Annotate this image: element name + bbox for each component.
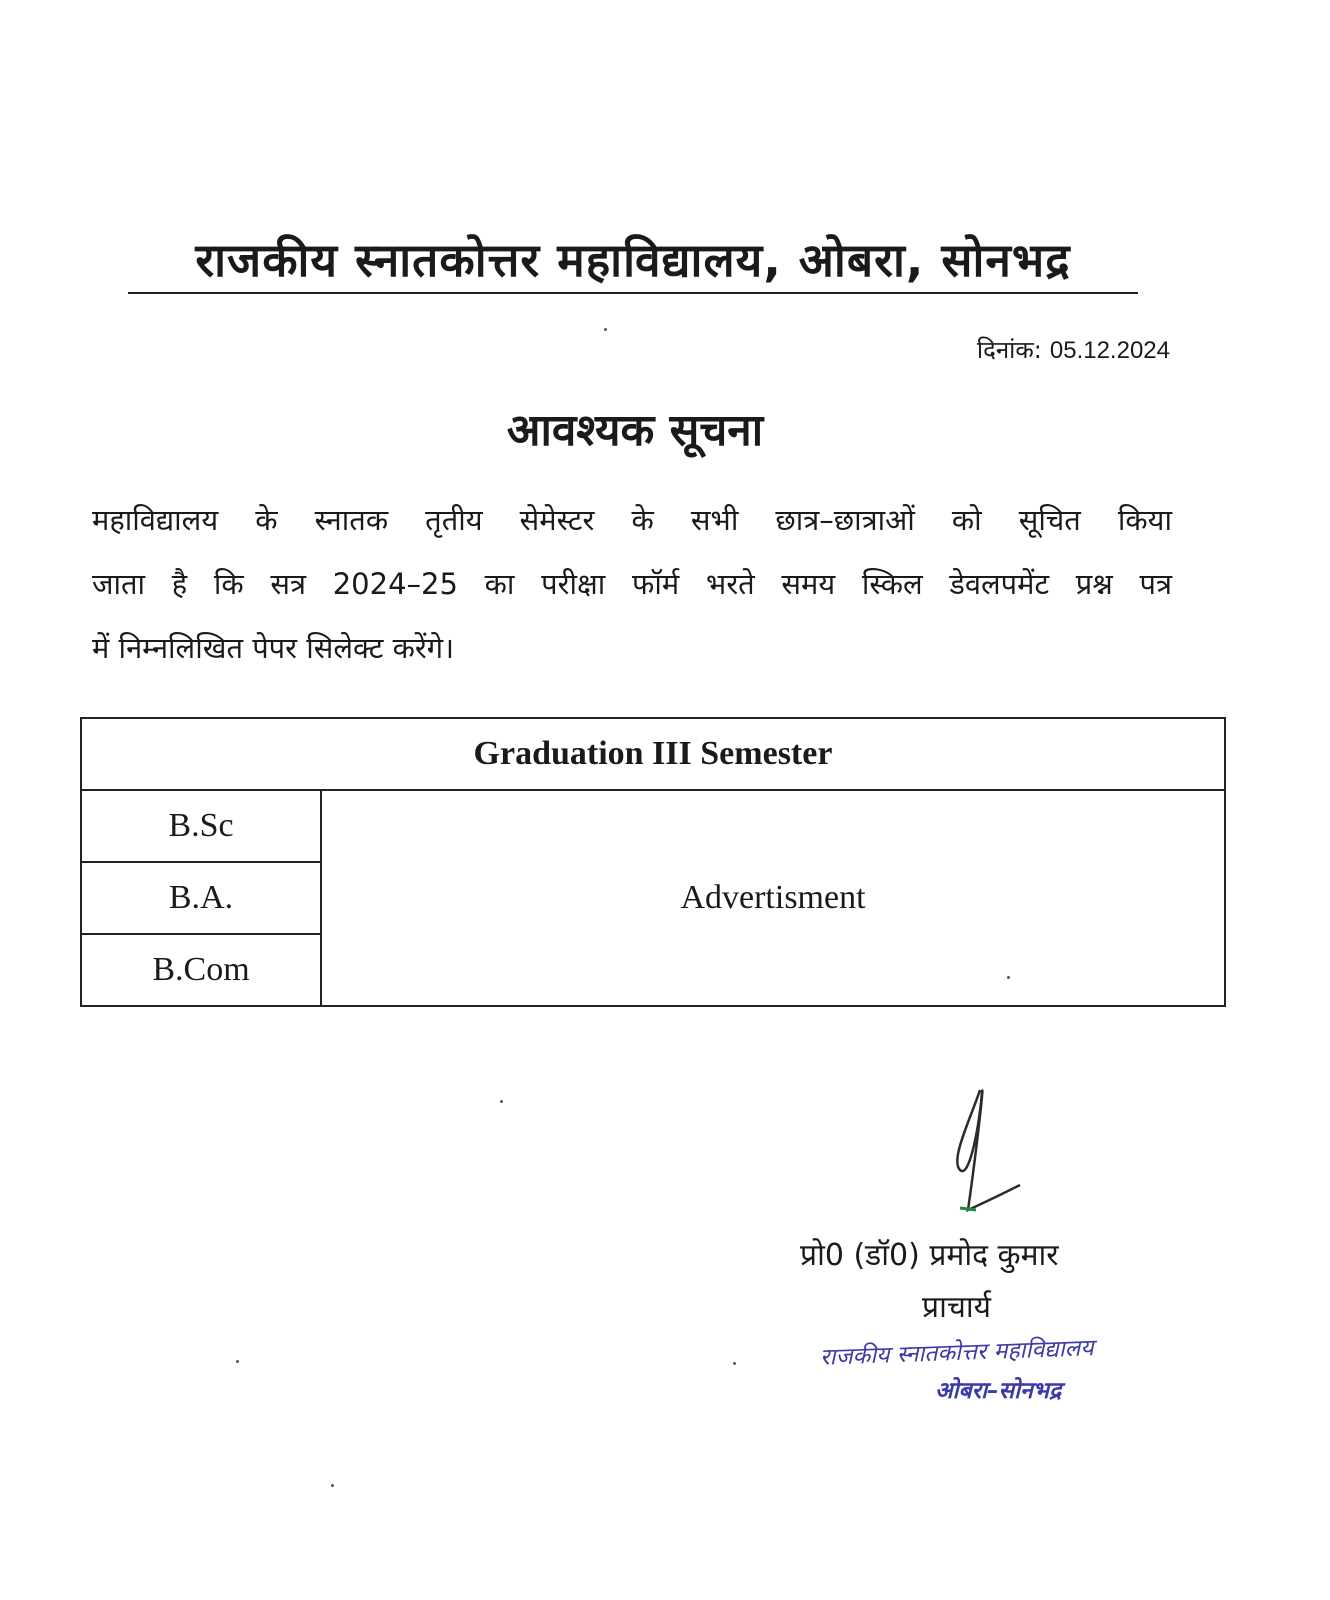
semester-table	[80, 717, 1226, 1007]
paper-speck	[733, 1362, 736, 1365]
table-row	[81, 790, 1225, 862]
paper-speck	[236, 1360, 239, 1363]
course-cell: B.A.	[81, 862, 321, 934]
date-line	[977, 333, 1170, 366]
official-stamp	[820, 1335, 1200, 1425]
notice-body-line: महाविद्यालय के स्नातक तृतीय सेमेस्टर के सभी छात्र–छात्राओं को सूचित किया	[92, 503, 1172, 537]
paper-speck	[604, 328, 607, 331]
course-cell: B.Com	[81, 934, 321, 1006]
notice-body	[92, 488, 1172, 680]
institution-title: राजकीय स्नातकोत्तर महाविद्यालय, ओबरा, सोनभद्र	[128, 228, 1138, 294]
date-label: दिनांक:	[976, 336, 1042, 364]
paper-cell: Advertisment	[321, 790, 1225, 1006]
signature-mark	[940, 1080, 1060, 1230]
notice-body-line: जाता है कि सत्र 2024–25 का परीक्षा फॉर्म भरते समय स्किल डेवलपमेंट प्रश्न पत्र	[92, 567, 1172, 601]
notice-heading: आवश्यक सूचना	[506, 405, 764, 456]
paper-speck	[500, 1100, 503, 1103]
paper-speck	[331, 1484, 334, 1487]
table-header: Graduation III Semester	[81, 718, 1225, 790]
signatory-name: प्रो0 (डॉ0) प्रमोद कुमार	[800, 1238, 1059, 1273]
signatory-designation: प्राचार्य	[922, 1290, 992, 1325]
stamp-line: राजकीय स्नातकोत्तर महाविद्यालय	[819, 1335, 1095, 1371]
notice-body-line: में निम्नलिखित पेपर सिलेक्ट करेंगे।	[92, 631, 455, 665]
course-cell: B.Sc	[81, 790, 321, 862]
table-header-row	[81, 718, 1225, 790]
stamp-line: ओबरा–सोनभद्र	[935, 1378, 1062, 1404]
paper-speck	[1007, 976, 1010, 979]
date-value: 05.12.2024	[1049, 337, 1170, 364]
